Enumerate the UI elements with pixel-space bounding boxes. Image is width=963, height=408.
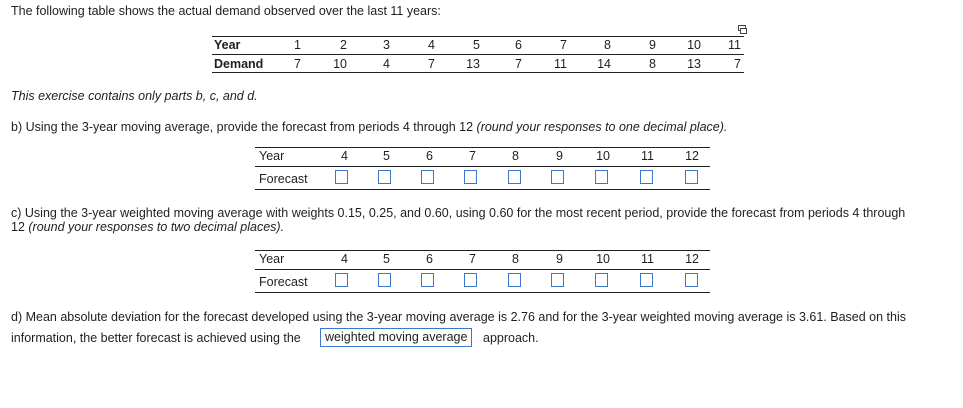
part-c-forecast-input[interactable] xyxy=(685,273,698,287)
year-cell: 9 xyxy=(649,38,656,52)
part-b-bottom-rule xyxy=(255,189,710,190)
part-c-forecast-input[interactable] xyxy=(551,273,564,287)
part-c-year-cell: 4 xyxy=(341,252,348,266)
part-c-prompt-line1: c) Using the 3-year weighted moving average with weights 0.15, 0.25, and 0.60, using 0.60 for the most recent period, provide the forecast from periods 4 through xyxy=(11,206,906,220)
part-b-forecast-input[interactable] xyxy=(595,170,608,184)
intro-text: The following table shows the actual demand observed over the last 11 years: xyxy=(11,4,441,18)
part-d-prompt-line2-start: information, the better forecast is achieved using the xyxy=(11,331,301,345)
part-b-year-cell: 9 xyxy=(556,149,563,163)
year-cell: 1 xyxy=(294,38,301,52)
part-b-year-cell: 5 xyxy=(383,149,390,163)
part-b-forecast-input[interactable] xyxy=(551,170,564,184)
year-row-label: Year xyxy=(214,38,241,52)
part-b-year-label: Year xyxy=(259,149,285,163)
table-mid-rule xyxy=(212,54,744,55)
part-b-forecast-input[interactable] xyxy=(464,170,477,184)
part-b-forecast-input[interactable] xyxy=(508,170,521,184)
part-c-year-cell: 10 xyxy=(596,252,610,266)
demand-cell: 10 xyxy=(333,57,347,71)
part-b-forecast-label: Forecast xyxy=(259,172,308,186)
part-c-year-cell: 7 xyxy=(469,252,476,266)
demand-cell: 7 xyxy=(515,57,522,71)
part-c-forecast-input[interactable] xyxy=(595,273,608,287)
part-c-year-cell: 11 xyxy=(641,252,654,266)
part-b-year-cell: 6 xyxy=(426,149,433,163)
part-b-forecast-input[interactable] xyxy=(640,170,653,184)
demand-cell: 7 xyxy=(734,57,741,71)
demand-cell: 7 xyxy=(294,57,301,71)
part-c-year-cell: 5 xyxy=(383,252,390,266)
year-cell: 7 xyxy=(560,38,567,52)
part-d-prompt-line2-end: approach. xyxy=(483,331,539,345)
part-b-forecast-input[interactable] xyxy=(378,170,391,184)
part-b-forecast-input[interactable] xyxy=(685,170,698,184)
year-cell: 2 xyxy=(340,38,347,52)
approach-select[interactable]: weighted moving average xyxy=(320,328,472,347)
part-c-rounding-note: (round your responses to two decimal places). xyxy=(28,220,285,234)
part-c-year-label: Year xyxy=(259,252,285,266)
part-c-line2-text: 12 xyxy=(11,220,29,234)
part-c-prompt-line2 xyxy=(11,220,284,234)
part-b-top-rule xyxy=(255,147,710,148)
year-cell: 6 xyxy=(515,38,522,52)
year-cell: 3 xyxy=(383,38,390,52)
part-c-forecast-input[interactable] xyxy=(335,273,348,287)
year-cell: 5 xyxy=(473,38,480,52)
exercise-note: This exercise contains only parts b, c, and d. xyxy=(11,89,258,103)
demand-cell: 8 xyxy=(649,57,656,71)
part-b-year-cell: 8 xyxy=(512,149,519,163)
part-b-year-cell: 11 xyxy=(641,149,654,163)
year-cell: 10 xyxy=(687,38,701,52)
year-cell: 11 xyxy=(728,38,741,52)
demand-cell: 13 xyxy=(687,57,701,71)
demand-cell: 13 xyxy=(466,57,480,71)
part-b-year-cell: 7 xyxy=(469,149,476,163)
part-c-forecast-label: Forecast xyxy=(259,275,308,289)
table-top-rule xyxy=(212,36,744,37)
part-b-year-cell: 4 xyxy=(341,149,348,163)
demand-cell: 14 xyxy=(597,57,611,71)
demand-cell: 11 xyxy=(554,57,567,71)
part-c-year-cell: 12 xyxy=(685,252,699,266)
part-d-prompt-line1: d) Mean absolute deviation for the forecast developed using the 3-year moving average is 2.76 and for the 3-year weighted moving average is 3.61. Based on this xyxy=(11,310,906,324)
part-c-forecast-input[interactable] xyxy=(378,273,391,287)
part-b-prompt xyxy=(11,120,727,134)
part-b-forecast-input[interactable] xyxy=(335,170,348,184)
table-bottom-rule xyxy=(212,72,744,73)
part-b-rounding-note: (round your responses to one decimal place). xyxy=(476,120,728,134)
part-c-top-rule xyxy=(255,250,710,251)
part-b-text: b) Using the 3-year moving average, provide the forecast from periods 4 through 12 xyxy=(11,120,477,134)
part-b-year-cell: 12 xyxy=(685,149,699,163)
demand-cell: 7 xyxy=(428,57,435,71)
part-c-forecast-input[interactable] xyxy=(464,273,477,287)
part-c-forecast-input[interactable] xyxy=(508,273,521,287)
year-cell: 8 xyxy=(604,38,611,52)
demand-row-label: Demand xyxy=(214,57,264,71)
part-b-forecast-input[interactable] xyxy=(421,170,434,184)
year-cell: 4 xyxy=(428,38,435,52)
part-c-forecast-input[interactable] xyxy=(640,273,653,287)
part-c-year-cell: 9 xyxy=(556,252,563,266)
part-c-year-cell: 8 xyxy=(512,252,519,266)
part-c-forecast-input[interactable] xyxy=(421,273,434,287)
part-b-mid-rule xyxy=(255,166,710,167)
part-c-year-cell: 6 xyxy=(426,252,433,266)
part-c-bottom-rule xyxy=(255,292,710,293)
part-c-mid-rule xyxy=(255,269,710,270)
part-b-year-cell: 10 xyxy=(596,149,610,163)
demand-cell: 4 xyxy=(383,57,390,71)
